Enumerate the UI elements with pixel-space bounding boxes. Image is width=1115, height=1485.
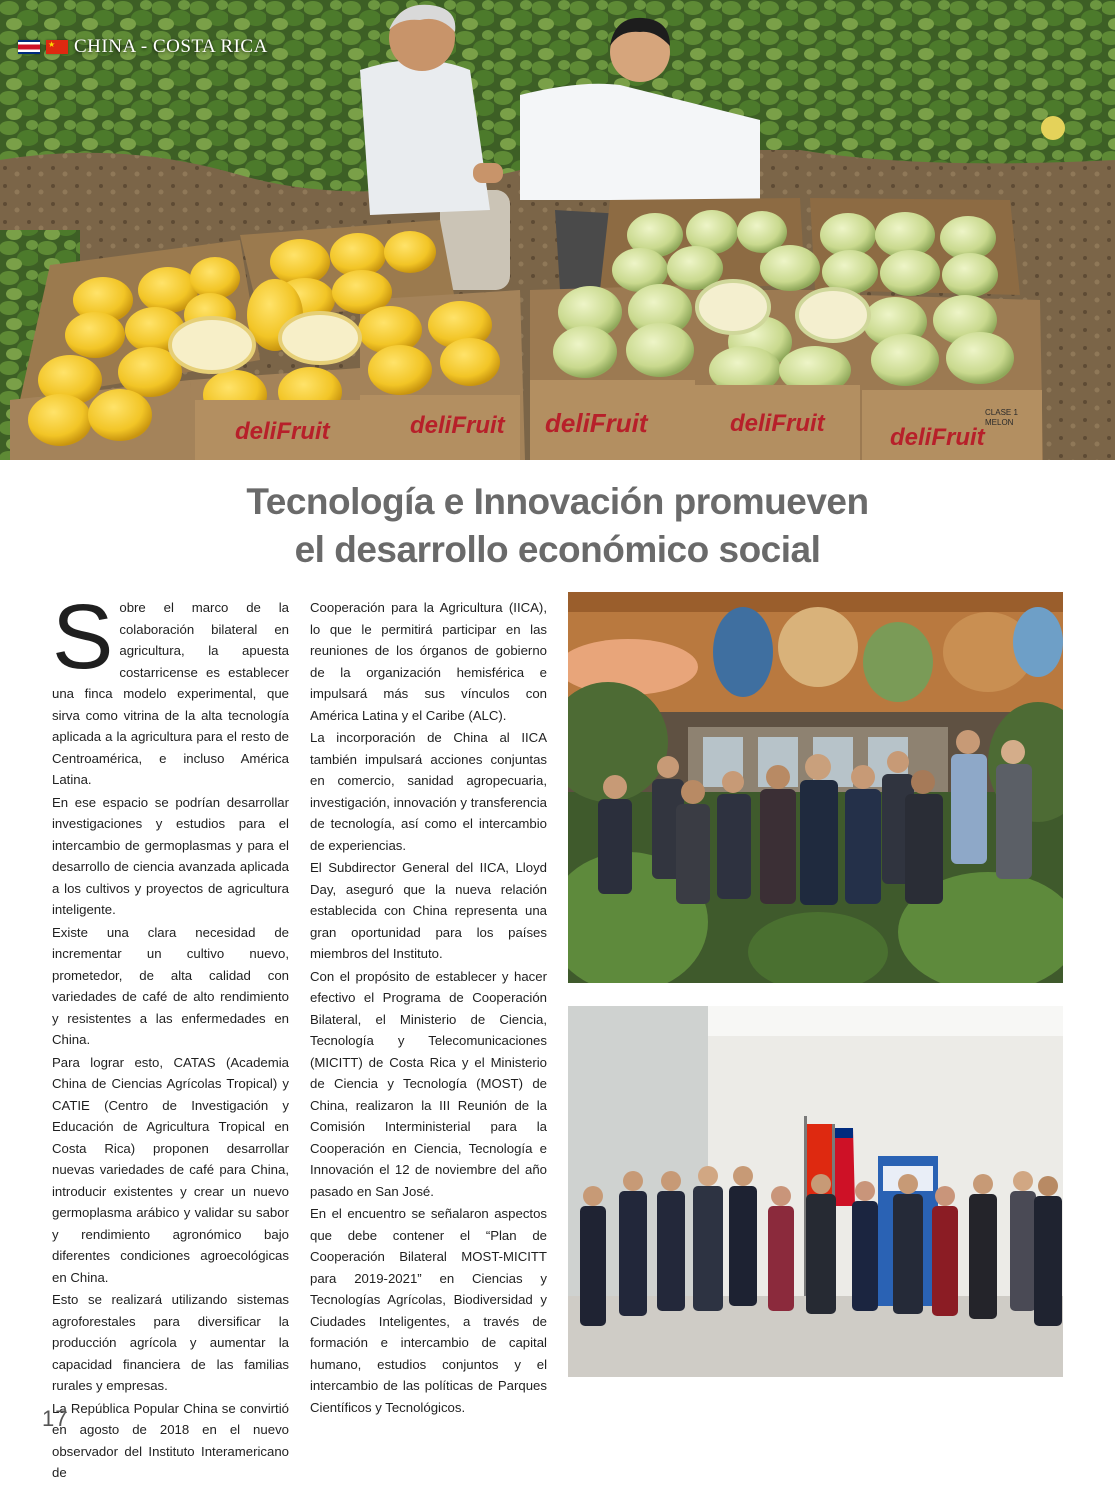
group-photo-meeting — [568, 1006, 1063, 1377]
paragraph-text: obre el marco de la colaboración bilateral en agricultura, la apuesta costarricense es establecer una finca modelo experimental, que sirva como vitrina de la alta tecnología aplicada a la agricultura para el resto de Centroamérica, e incluso América Latina. — [52, 600, 289, 787]
paragraph: Esto se realizará utilizando sistemas agroforestales para diversificar la producción agrícola y aumentar la capacidad financiera de las familias rurales y empresas. — [52, 1292, 289, 1393]
box-brand-2: deliFruit — [410, 412, 505, 439]
section-tag — [18, 36, 268, 58]
group-photo-mural — [568, 592, 1063, 983]
section-label: CHINA - COSTA RICA — [74, 36, 268, 57]
box-class: CLASE 1 — [985, 408, 1018, 417]
paragraph: La incorporación de China al IICA también impulsará acciones conjuntas en comercio, sanidad agropecuaria, investigación, innovación y transferencia de tecnología, así como el intercambio de experiencias. — [310, 730, 547, 853]
paragraph: Con el propósito de establecer y hacer efectivo el Programa de Cooperación Bilateral, el Ministerio de Ciencia, Tecnología y Telecomunicaciones (MICITT) de Costa Rica y el Ministerio de Ciencia y Tecnología (MOST) de China, realizaron la III Reunión de la Comisión Interministerial para la Cooperación en Ciencia, Tecnología e Innovación el 12 de noviembre del año pasado en San José. — [310, 968, 547, 1199]
box-brand-3: deliFruit — [545, 408, 648, 438]
box-brand-5: deliFruit — [890, 424, 985, 451]
box-brand-4: deliFruit — [730, 410, 825, 437]
headline-line-1: Tecnología e Innovación promueven — [246, 481, 869, 522]
article-column-2 — [310, 597, 547, 1419]
melon-field-illustration — [0, 0, 1115, 460]
paragraph: En ese espacio se podrían desarrollar investigaciones y estudios para el intercambio de germoplasmas y para el desarrollo de ciencia avanzada aplicada a los cultivos y proyectos de agricultura inteligente. — [52, 794, 289, 917]
paragraph: La República Popular China se convirtió en agosto de 2018 en el nuevo observador del Instituto Interamericano de — [52, 1400, 289, 1480]
paragraph: Cooperación para la Agricultura (IICA), lo que le permitirá participar en las reuniones de los órganos de gobierno de la organización hemisférica e impulsará más sus vínculos con América Latina y el Caribe (ALC). — [310, 600, 547, 723]
drop-cap: S — [52, 586, 114, 688]
paragraph: En el encuentro se señalaron aspectos que debe contener el “Plan de Cooperación Bilateral MOST-MICITT para 2019-2021” en Ciencias y Tecnologías Agrícolas, Biodiversidad y Ciudades Inteligentes, a través de formación e intercambio de capital humano, estudios conjuntos y el intercambio de las políticas de Parques Científicos y Tecnológicos. — [310, 1206, 547, 1415]
paragraph — [52, 586, 289, 791]
costa-rica-flag-icon — [18, 40, 40, 54]
hero-photo — [0, 0, 1115, 460]
paragraph: El Subdirector General del IICA, Lloyd Day, aseguró que la nueva relación establecida con China representa una gran oportunidad para los países miembros del Instituto. — [310, 860, 547, 961]
page-number: 17 — [42, 1406, 69, 1431]
box-product: MELON — [985, 418, 1014, 427]
box-brand-1: deliFruit — [235, 418, 330, 445]
paragraph: Para lograr esto, CATAS (Academia China de Ciencias Agrícolas Tropical) y CATIE (Centro de Investigación y Educación de Agricultura Tropical en Costa Rica) proponen desarrollar nuevas variedades de café para China, introducir existentes y crear un nuevo germoplasma arábico y validar su sabor y rendimiento agronómico bajo diferentes condiciones agroecológicas en China. — [52, 1054, 289, 1285]
china-flag-icon: ★ — [46, 40, 68, 54]
article-column-1 — [52, 586, 289, 1485]
headline-line-2: el desarrollo económico social — [294, 529, 821, 570]
article-headline — [0, 478, 1115, 574]
paragraph: Existe una clara necesidad de incrementar un cultivo nuevo, prometedor, de alta calidad con variedades de café de alto rendimiento y resistentes a las enfermedades en China. — [52, 924, 289, 1047]
